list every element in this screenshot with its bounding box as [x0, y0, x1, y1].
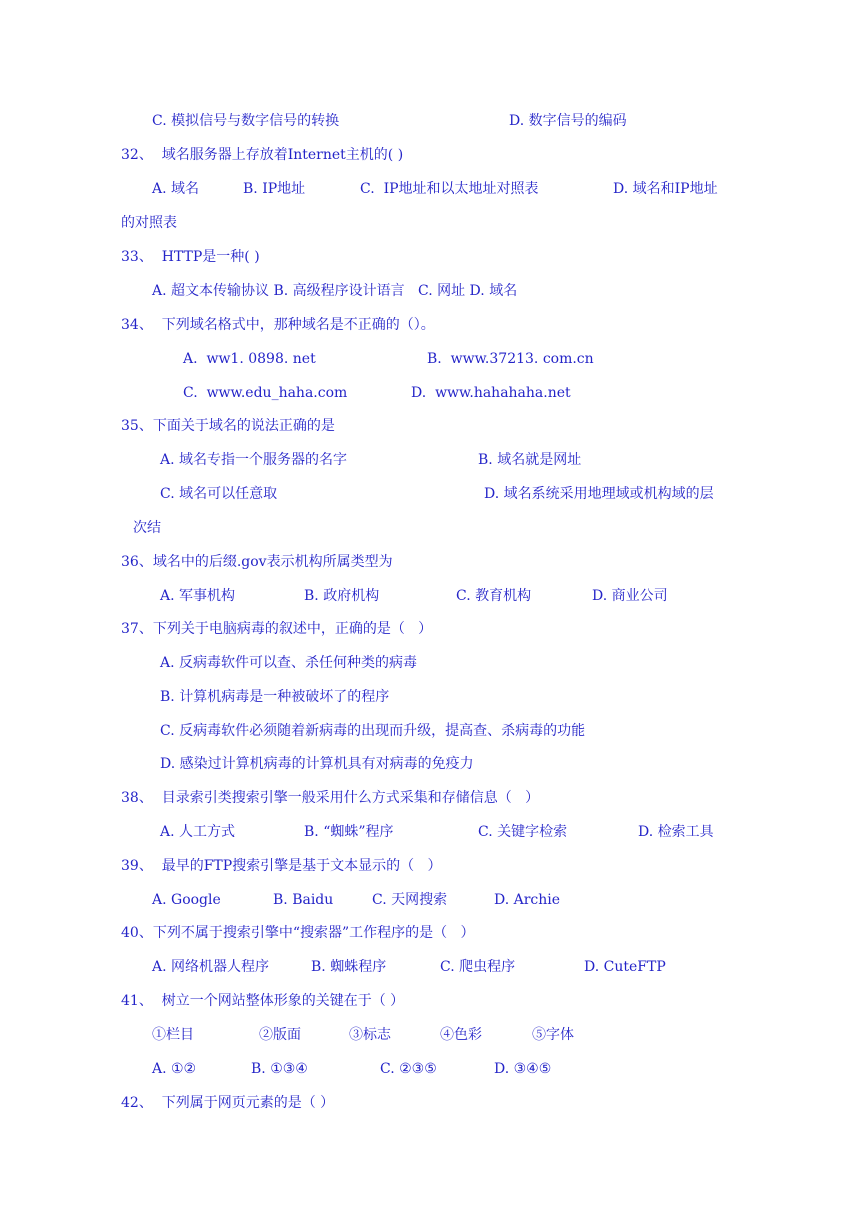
question-37: 37、下列关于电脑病毒的叙述中，正确的是（ ）	[121, 621, 433, 637]
question-36: 36、域名中的后缀.gov表示机构所属类型为	[121, 554, 393, 570]
option-line: B. Baidu	[273, 892, 334, 908]
option-line: B. “蜘蛛”程序	[304, 824, 394, 840]
question-39: 39、 最早的FTP搜索引擎是基于文本显示的（ ）	[121, 858, 442, 874]
option-line: C. 反病毒软件必须随着新病毒的出现而升级，提高查、杀病毒的功能	[160, 723, 586, 739]
choice-item: ③标志	[349, 1027, 391, 1043]
option-line: D. 域名和IP地址	[613, 181, 718, 197]
option-line: C. 关键字检索	[478, 824, 568, 840]
option-line: A. 域名	[152, 181, 200, 197]
option-line: B. ①③④	[251, 1061, 308, 1077]
option-line: A. 网络机器人程序	[152, 959, 270, 975]
option-line: A. 域名专指一个服务器的名字	[160, 452, 348, 468]
question-38: 38、 目录索引类搜索引擎一般采用什么方式采集和存储信息（ ）	[121, 790, 540, 806]
choice-item: ④色彩	[440, 1027, 482, 1043]
option-line: D. 检索工具	[638, 824, 714, 840]
option-line: C. www.edu_haha.com	[183, 385, 348, 401]
option-line: A. 军事机构	[160, 588, 236, 604]
option-line: C. ②③⑤	[380, 1061, 437, 1077]
option-line: D. 数字信号的编码	[509, 113, 627, 129]
option-line: D. 域名系统采用地理域或机构域的层	[484, 486, 714, 502]
question-40: 40、下列不属于搜索引擎中“搜索器”工作程序的是（ ）	[121, 925, 475, 941]
option-line-continued: 次结	[133, 520, 161, 536]
question-33: 33、 HTTP是一种( )	[121, 249, 260, 265]
choice-item: ①栏目	[152, 1027, 194, 1043]
question-41: 41、 树立一个网站整体形象的关键在于（ ）	[121, 993, 405, 1009]
option-line: B. www.37213. com.cn	[427, 351, 594, 367]
option-line: D. 感染过计算机病毒的计算机具有对病毒的免疫力	[160, 756, 474, 772]
choice-item: ②版面	[259, 1027, 301, 1043]
option-line: D. www.hahahaha.net	[411, 385, 571, 401]
question-32: 32、 域名服务器上存放着Internet主机的( )	[121, 147, 404, 163]
option-line: B. 计算机病毒是一种被破坏了的程序	[160, 689, 390, 705]
option-line: B. 蜘蛛程序	[311, 959, 387, 975]
question-34: 34、 下列域名格式中，那种域名是不正确的（）。	[121, 317, 435, 333]
option-line: A. 反病毒软件可以查、杀任何种类的病毒	[160, 655, 418, 671]
choice-item: ⑤字体	[532, 1027, 574, 1043]
option-line: C. IP地址和以太地址对照表	[360, 181, 539, 197]
option-line: B. 政府机构	[304, 588, 380, 604]
option-line: C. 天网搜索	[372, 892, 448, 908]
question-35: 35、下面关于域名的说法正确的是	[121, 418, 335, 434]
option-line: A. ww1. 0898. net	[183, 351, 316, 367]
option-line: A. 超文本传输协议 B. 高级程序设计语言 C. 网址 D. 域名	[152, 283, 518, 299]
option-line: A. 人工方式	[160, 824, 236, 840]
option-line-continued: 的对照表	[121, 215, 177, 231]
option-line: C. 爬虫程序	[440, 959, 516, 975]
option-line: D. CuteFTP	[584, 959, 666, 975]
option-line: C. 教育机构	[456, 588, 532, 604]
option-line: D. 商业公司	[592, 588, 668, 604]
option-line: C. 模拟信号与数字信号的转换	[152, 113, 340, 129]
option-line: B. 域名就是网址	[478, 452, 582, 468]
option-line: A. Google	[152, 892, 221, 908]
option-line: A. ①②	[152, 1061, 197, 1077]
option-line: B. IP地址	[243, 181, 306, 197]
option-line: D. ③④⑤	[494, 1061, 552, 1077]
option-line: D. Archie	[494, 892, 561, 908]
option-line: C. 域名可以任意取	[160, 486, 278, 502]
question-42: 42、 下列属于网页元素的是（ ）	[121, 1095, 335, 1111]
